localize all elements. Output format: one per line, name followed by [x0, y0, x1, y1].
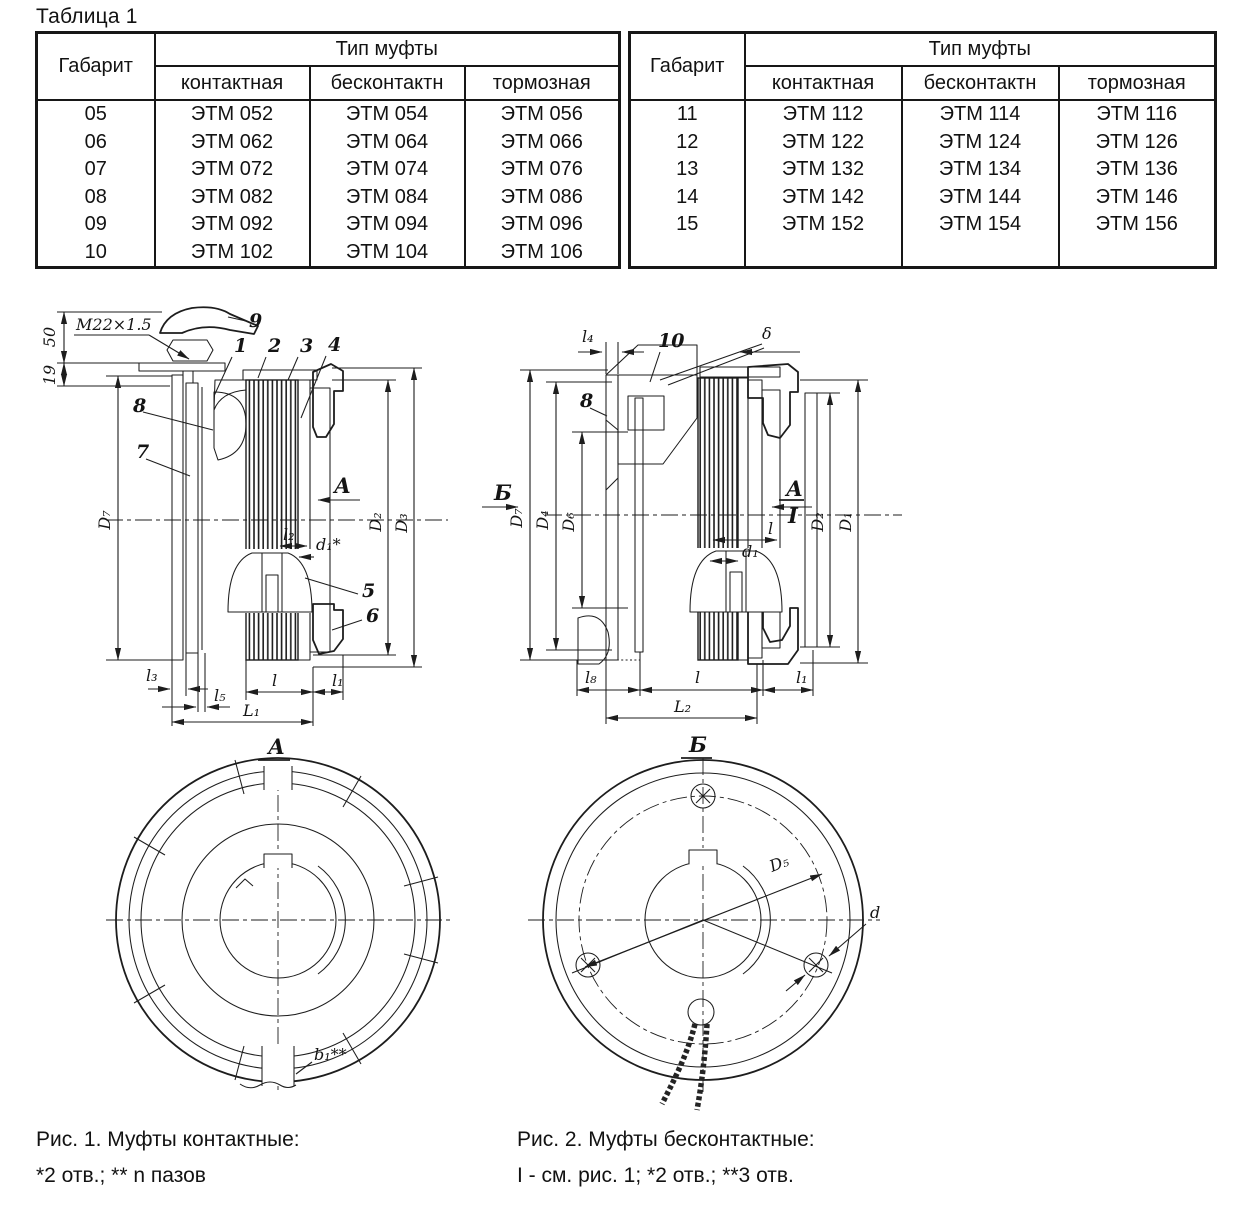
table-cell: ЭТМ 062	[155, 129, 310, 157]
bolt-holes	[576, 784, 828, 977]
dim-label-l4: l₄	[582, 327, 594, 346]
dim-label-L1: L₁	[243, 701, 261, 720]
col-header-kontaktnaya: контактная	[745, 66, 902, 100]
table-cell: ЭТМ 112	[745, 100, 902, 129]
table-cell: 07	[37, 156, 155, 184]
table-cell: ЭТМ 096	[465, 211, 620, 239]
part-label-10: 10	[658, 330, 685, 352]
table-cell: ЭТМ 146	[1059, 184, 1216, 212]
table-row	[37, 129, 620, 157]
table-title: Таблица 1	[36, 5, 138, 28]
fig1-bottom-dims	[146, 653, 344, 726]
dim-label-D5: D₅	[766, 851, 792, 876]
dim-label-D2: D₂	[366, 512, 385, 532]
part-label-3: 3	[300, 335, 314, 357]
col-header-beskontaktn: бесконтактн	[310, 66, 465, 100]
table-cell: ЭТМ 076	[465, 156, 620, 184]
table-row	[630, 100, 1216, 129]
table-cell: ЭТМ 154	[902, 211, 1059, 239]
table-cell: ЭТМ 054	[310, 100, 465, 129]
dim-label-l: l	[272, 671, 278, 690]
part-label-2: 2	[268, 335, 282, 357]
figures-canvas	[0, 284, 1253, 1124]
table-cell	[902, 239, 1059, 268]
view-arrow-a-label: А	[334, 473, 352, 498]
dim-label-l3: l₃	[146, 666, 158, 685]
fig1-caption-line1: Рис. 1. Муфты контактные:	[36, 1128, 300, 1151]
table-row	[630, 239, 1216, 268]
dim-label-l5: l₅	[214, 686, 226, 705]
table-row	[37, 239, 620, 268]
fig2-bottom-dims	[577, 650, 813, 724]
col-header-gabarit: Габарит	[630, 33, 745, 101]
table-cell: ЭТМ 102	[155, 239, 310, 268]
table-cell: 09	[37, 211, 155, 239]
table-cell: 12	[630, 129, 745, 157]
dim-label-l1: l₁	[796, 668, 808, 687]
view-b-title: Б	[689, 732, 707, 757]
table-row	[630, 211, 1216, 239]
dim-label-l: l	[695, 668, 701, 687]
dim-label-d1: d₁	[742, 542, 759, 561]
table-row	[630, 129, 1216, 157]
part-label-8: 8	[580, 390, 594, 412]
col-header-beskontaktn: бесконтактн	[902, 66, 1059, 100]
table-cell: ЭТМ 086	[465, 184, 620, 212]
cable-wire	[662, 1024, 695, 1104]
dim-label-D4: D₄	[533, 510, 552, 530]
table-cell: ЭТМ 074	[310, 156, 465, 184]
dim-label-D6: D₆	[559, 512, 578, 532]
dim-label-l-mid: l	[768, 519, 774, 538]
fig2-disc-pack	[698, 378, 738, 660]
section-i-label: I	[788, 503, 798, 528]
dim-label-L2: L₂	[674, 697, 692, 716]
table-cell: ЭТМ 106	[465, 239, 620, 268]
dim-label-delta: δ	[762, 324, 772, 343]
table-cell: 08	[37, 184, 155, 212]
left-table	[35, 31, 621, 269]
table-cell: ЭТМ 136	[1059, 156, 1216, 184]
right-table-head	[630, 33, 1216, 101]
col-header-type-group: Тип муфты	[155, 33, 620, 67]
fig1-armature-discs	[172, 375, 202, 660]
table-cell: ЭТМ 056	[465, 100, 620, 129]
table-cell: 15	[630, 211, 745, 239]
dim-label-19: 19	[40, 364, 59, 386]
fig1-lower-ear	[313, 604, 343, 654]
fig2-coil-assembly	[606, 344, 764, 660]
fig1-disc-pack	[246, 380, 298, 660]
tables-row	[35, 31, 1217, 269]
part-label-9: 9	[249, 310, 263, 332]
fig2-upper-ear	[748, 364, 798, 438]
part-label-7: 7	[136, 441, 150, 463]
table-cell: 06	[37, 129, 155, 157]
fig2-caption	[517, 1122, 815, 1194]
table-cell	[745, 239, 902, 268]
table-cell: ЭТМ 064	[310, 129, 465, 157]
col-header-tormoznaya: тормозная	[1059, 66, 1216, 100]
table-cell: ЭТМ 066	[465, 129, 620, 157]
table-cell: 13	[630, 156, 745, 184]
fig2-caption-line1: Рис. 2. Муфты бесконтактные:	[517, 1128, 815, 1151]
dim-label-l2: l₂	[283, 525, 295, 544]
col-header-kontaktnaya: контактная	[155, 66, 310, 100]
col-header-tormoznaya: тормозная	[465, 66, 620, 100]
table-cell	[1059, 239, 1216, 268]
table-cell: ЭТМ 156	[1059, 211, 1216, 239]
part-label-6: 6	[366, 605, 380, 627]
fig1-caption-line2: *2 отв.; ** n пазов	[36, 1164, 206, 1187]
table-cell: ЭТМ 126	[1059, 129, 1216, 157]
view-a-drawing	[106, 734, 452, 1090]
table-cell: ЭТМ 134	[902, 156, 1059, 184]
table-cell: ЭТМ 094	[310, 211, 465, 239]
dim-label-D7: D₇	[95, 510, 114, 530]
table-cell: 14	[630, 184, 745, 212]
dim-label-D1: D₁	[836, 512, 855, 532]
table-cell: ЭТМ 144	[902, 184, 1059, 212]
table-cell: ЭТМ 132	[745, 156, 902, 184]
dim-label-d1: d₁*	[316, 535, 341, 554]
fig2-spring-cone	[578, 616, 609, 664]
right-table-body	[630, 100, 1216, 268]
table-cell: 10	[37, 239, 155, 268]
view-arrow-a-label: А	[786, 476, 804, 501]
table-cell: 05	[37, 100, 155, 129]
table-cell: 11	[630, 100, 745, 129]
table-row	[630, 156, 1216, 184]
right-table	[628, 31, 1217, 269]
left-table-head	[37, 33, 620, 101]
table-row	[37, 184, 620, 212]
dim-label-D7: D₇	[507, 508, 526, 528]
fig2-caption-line2: I - см. рис. 1; *2 отв.; **3 отв.	[517, 1164, 794, 1187]
dim-label-50: 50	[40, 326, 59, 348]
table-row	[630, 184, 1216, 212]
table-cell: ЭТМ 052	[155, 100, 310, 129]
table-cell: ЭТМ 116	[1059, 100, 1216, 129]
dim-label-D3: D₃	[392, 513, 411, 533]
dim-label-l8: l₈	[585, 668, 597, 687]
table-cell: ЭТМ 082	[155, 184, 310, 212]
part-label-1: 1	[234, 335, 248, 357]
table-cell: ЭТМ 072	[155, 156, 310, 184]
thread-label: М22×1.5	[76, 315, 152, 334]
view-arrow-b-label: Б	[494, 480, 512, 505]
view-b-drawing	[528, 732, 880, 1110]
fig2-right-dims	[800, 380, 868, 663]
col-header-type-group: Тип муфты	[745, 33, 1216, 67]
dim-label-b1: b₁**	[314, 1045, 347, 1064]
table-cell: ЭТМ 142	[745, 184, 902, 212]
view-a-title: А	[268, 734, 286, 759]
table-cell: ЭТМ 152	[745, 211, 902, 239]
table-row	[37, 100, 620, 129]
col-header-gabarit: Габарит	[37, 33, 155, 101]
table-cell: ЭТМ 124	[902, 129, 1059, 157]
part-label-5: 5	[362, 580, 376, 602]
table-cell: ЭТМ 104	[310, 239, 465, 268]
table-cell: ЭТМ 084	[310, 184, 465, 212]
table-cell	[630, 239, 745, 268]
fig1-drawing	[40, 307, 448, 726]
dim-label-l1: l₁	[332, 671, 344, 690]
dim-label-d: d	[870, 903, 881, 922]
table-row	[37, 211, 620, 239]
fig1-top-bar	[243, 370, 317, 380]
table-cell: ЭТМ 092	[155, 211, 310, 239]
table-cell: ЭТМ 122	[745, 129, 902, 157]
dim-label-D2: D₂	[808, 512, 827, 532]
cable-gland	[688, 999, 714, 1025]
fig2-drawing	[482, 324, 902, 724]
table-row	[37, 156, 620, 184]
left-table-body	[37, 100, 620, 268]
part-label-8: 8	[133, 395, 147, 417]
fig1-caption	[36, 1122, 300, 1194]
part-label-4: 4	[328, 334, 342, 356]
table-cell: ЭТМ 114	[902, 100, 1059, 129]
